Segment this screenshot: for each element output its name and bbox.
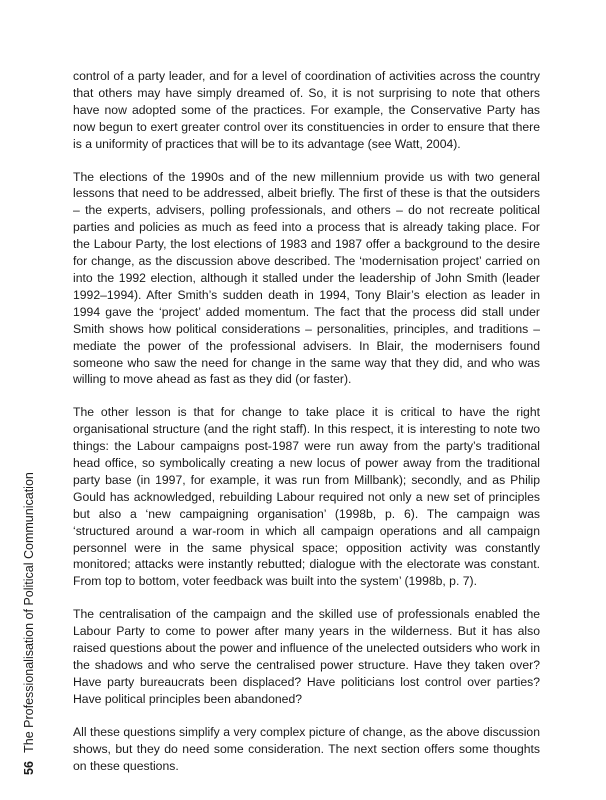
paragraph-2: The elections of the 1990s and of the new millennium provide us with two general lessons that need to be addressed, albeit briefly. The first of these is that the outsiders – the experts, advisers, polling professionals, and others – do not recreate political parties and policies as much as feed into a process that is already taking place. For the Labour Party, the lost elections of 1983 and 1987 offer a background to the desire for change, as the discussion above described. The ‘modernisation project’ carried on into the 1992 election, although it stalled under the leadership of John Smith (leader 1992–1994). After Smith’s sudden death in 1994, Tony Blair’s election as leader in 1994 gave the ‘project’ added momentum. The fact that the process did stall under Smith shows how political considerations – personalities, principles, and traditions – mediate the power of the professional advisers. In Blair, the modernisers found someone who saw the need for change in the same way that they did, and who was willing to move ahead as fast as they did (or faster).: [73, 169, 540, 387]
page-number: 56: [22, 761, 36, 775]
running-head: [22, 472, 36, 775]
paragraph-4: The centralisation of the campaign and the skilled use of professionals enabled the Labour Party to come to power after many years in the wilderness. But it has also raised questions about the power and influence of the unelected outsiders who work in the shadows and who serve the centralised power structure. Have they taken over? Have party bureaucrats been displaced? Have politicians lost control over parties? Have political principles been abandoned?: [73, 607, 540, 706]
running-title: The Professionalisation of Political Communication: [22, 472, 36, 753]
page-body: [73, 68, 540, 790]
paragraph-5: All these questions simplify a very complex picture of change, as the above discussion shows, but they do need some consideration. The next section offers some thoughts on these questions.: [73, 724, 540, 773]
paragraph-3: The other lesson is that for change to take place it is critical to have the right organisational structure (and the right staff). In this respect, it is interesting to note two things: the Labour campaigns post-1987 were run away from the party’s traditional head office, so symbolically creating a new locus of power away from the traditional party base (in 1997, for example, it was run from Millbank); secondly, and as Philip Gould has acknowledged, rebuilding Labour required not only a new set of principles but also a ‘new campaigning organisation’ (1998b, p. 6). The campaign was ‘structured around a war-room in which all campaign operations and all campaign personnel were in the same physical space; opposition activity was constantly monitored; attacks were instantly rebutted; dialogue with the electorate was constant. From top to bottom, voter feedback was built into the system’ (1998b, p. 7).: [73, 405, 540, 589]
paragraph-1: control of a party leader, and for a level of coordination of activities across the country that others may have simply dreamed of. So, it is not surprising to note that others have now adopted some of the practices. For example, the Conservative Party has now begun to exert greater control over its constituencies in order to ensure that there is a uniformity of practices that will be to its advantage (see Watt, 2004).: [73, 69, 540, 151]
